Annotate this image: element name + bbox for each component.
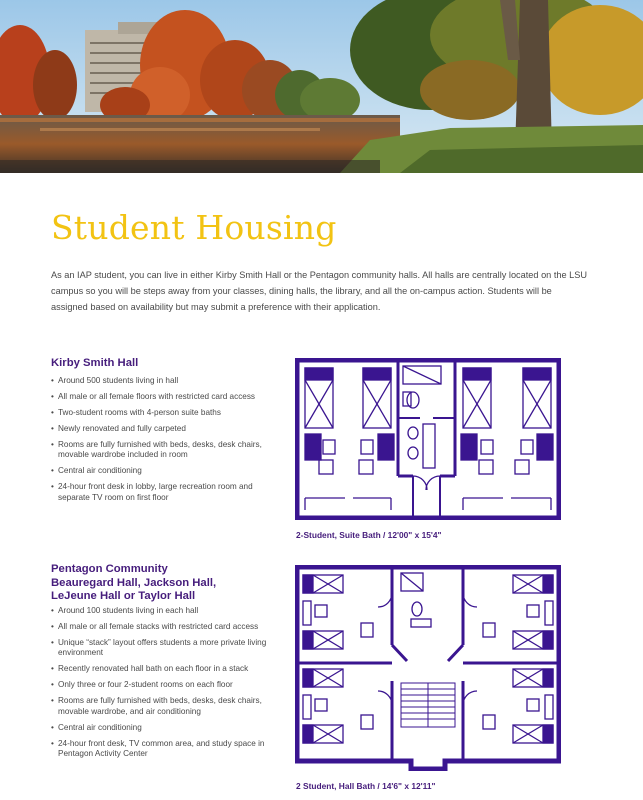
list-item: • Around 100 students living in each hall (51, 606, 281, 616)
kirby-floor-plan (295, 358, 561, 525)
hero-photo (0, 0, 643, 173)
kirby-heading: Kirby Smith Hall (51, 357, 139, 369)
pentagon-floor-plan (295, 565, 561, 776)
list-item: • Rooms are fully furnished with beds, desks, desk chairs, movable wardrobe, and air conditioning (51, 696, 281, 717)
list-item: • Central air conditioning (51, 466, 281, 476)
list-item: • 24-hour front desk, TV common area, and study space in Pentagon Activity Center (51, 739, 281, 760)
pentagon-heading: Pentagon Community Beauregard Hall, Jackson Hall, LeJeune Hall or Taylor Hall (51, 563, 217, 602)
intro-paragraph: As an IAP student, you can live in either Kirby Smith Hall or the Pentagon community halls. All halls are centrally located on the LSU campus so you will be steps away from your classes, dining halls, the library, and all the on-campus action. Students will be assigned based on availability but may submit a preference with their application. (51, 270, 588, 313)
list-item: • 24-hour front desk in lobby, large recreation room and separate TV room on first floor (51, 482, 281, 503)
page-title: Student Housing (51, 208, 337, 247)
list-item: • Only three or four 2-student rooms on each floor (51, 680, 281, 690)
list-item: • Recently renovated hall bath on each floor in a stack (51, 664, 281, 674)
kirby-features-list (51, 376, 281, 509)
list-item: • All male or all female floors with restricted card access (51, 392, 281, 402)
list-item: • All male or all female stacks with restricted card access (51, 622, 281, 632)
pentagon-features-list (51, 606, 281, 765)
list-item: • Around 500 students living in hall (51, 376, 281, 386)
list-item: • Rooms are fully furnished with beds, desks, desk chairs, movable wardrobe included in room (51, 440, 281, 461)
list-item: • Newly renovated and fully carpeted (51, 424, 281, 434)
kirby-plan-caption: 2-Student, Suite Bath / 12'00" x 15'4" (296, 530, 442, 540)
list-item: • Two-student rooms with 4-person suite baths (51, 408, 281, 418)
pentagon-plan-caption: 2 Student, Hall Bath / 14'6" x 12'11" (296, 781, 436, 791)
list-item: • Unique “stack” layout offers students a more private living environment (51, 638, 281, 659)
list-item: • Central air conditioning (51, 723, 281, 733)
